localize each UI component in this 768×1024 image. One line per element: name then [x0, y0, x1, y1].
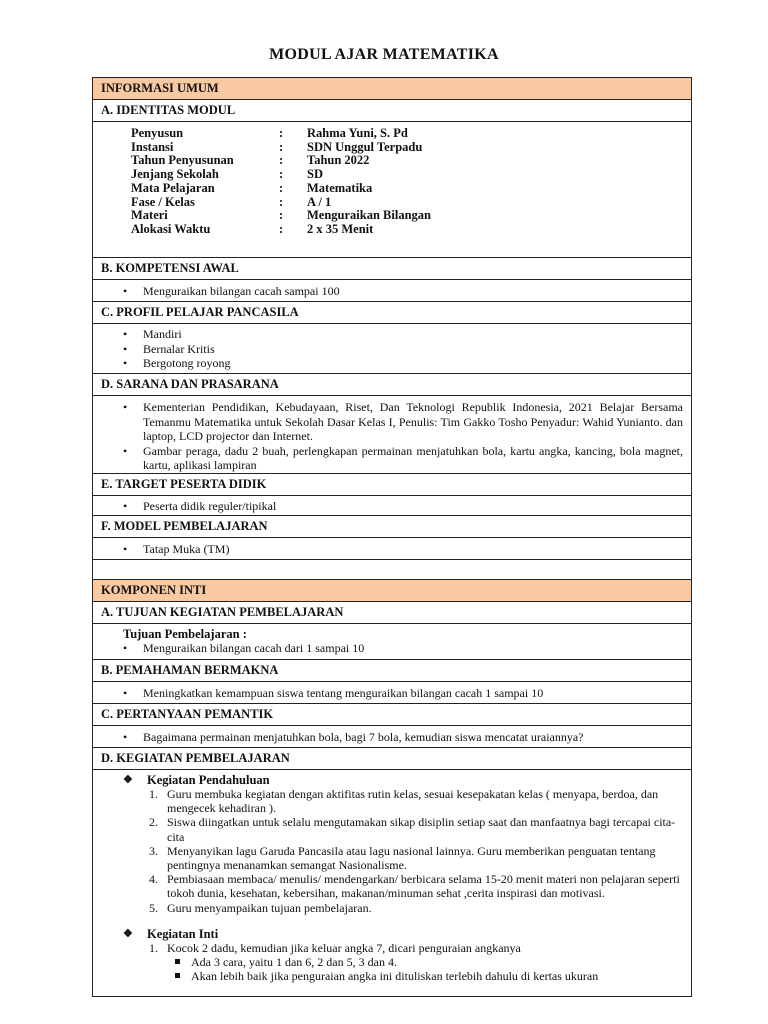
list-item: • Bergotong royong — [143, 356, 683, 371]
item-number: 1. — [149, 940, 158, 955]
kompetensi-header — [92, 257, 692, 279]
item-text: Menyanyikan lagu Garuda Pancasila atau lagu nasional lainnya. Guru memberikan penguatan tentang pentingnya menanamkan semangat Nasionalisme. — [167, 843, 656, 873]
ident-label: Alokasi Waktu — [131, 221, 211, 236]
section-title: A. TUJUAN KEGIATAN PEMBELAJARAN — [101, 605, 344, 619]
section-title: B. KOMPETENSI AWAL — [101, 261, 239, 275]
list-item — [149, 787, 683, 816]
ident-value: A / 1 — [307, 194, 332, 209]
pemahaman-header — [92, 659, 692, 681]
ident-sep: : — [279, 208, 284, 223]
diamond-bullet-icon: ❖ — [123, 774, 133, 786]
document-title: MODUL AJAR MATEMATIKA — [269, 46, 499, 63]
module-table — [92, 77, 692, 997]
section-title: B. PEMAHAMAN BERMAKNA — [101, 663, 279, 677]
inti-title — [101, 927, 683, 941]
item-number: 4. — [149, 872, 158, 887]
spacer-row — [92, 559, 692, 579]
target-content — [92, 495, 692, 515]
ident-sep: : — [279, 194, 284, 209]
sarana-header — [92, 373, 692, 395]
section-title: C. PROFIL PELAJAR PANCASILA — [101, 305, 299, 319]
kegiatan-header — [92, 747, 692, 769]
ident-value: Matematika — [307, 180, 373, 195]
list-item: • Mandiri — [143, 327, 683, 342]
list-item: • Peserta didik reguler/tipikal — [143, 499, 683, 514]
section-title: A. IDENTITAS MODUL — [101, 103, 236, 117]
list-item — [149, 872, 683, 901]
list-item: • Menguraikan bilangan cacah dari 1 sampai 10 — [143, 641, 683, 656]
model-header — [92, 515, 692, 537]
subsection-title: Kegiatan Inti — [147, 926, 219, 941]
ident-label: Instansi — [131, 139, 174, 154]
ident-sep: : — [279, 139, 284, 154]
identitas-content — [92, 121, 692, 257]
target-header — [92, 473, 692, 495]
section-informasi-umum — [92, 77, 692, 99]
pendahuluan-title — [101, 773, 683, 787]
ident-sep: : — [279, 180, 284, 195]
ident-value: Menguraikan Bilangan — [307, 208, 431, 223]
ident-value: Tahun 2022 — [307, 153, 370, 168]
identitas-grid — [101, 127, 683, 237]
item-text: Guru membuka kegiatan dengan aktifitas rutin kelas, sesuai kesepakatan kelas ( menyapa, berdoa, dan mengecek kehadiran ). — [167, 787, 659, 816]
sub-list-item: Akan lebih baik jika penguraian angka ini dituliskan terlebih dahulu di kertas ukuran — [191, 969, 683, 983]
list-item: • Meningkatkan kemampuan siswa tentang menguraikan bilangan cacah 1 sampai 10 — [143, 686, 683, 701]
sub-list-item: Ada 3 cara, yaitu 1 dan 6, 2 dan 5, 3 dan 4. — [191, 955, 683, 969]
item-number: 3. — [149, 843, 158, 858]
ident-sep: : — [279, 221, 284, 236]
ident-sep: : — [279, 153, 284, 168]
pemahaman-content — [92, 681, 692, 703]
ident-sep: : — [279, 126, 284, 140]
diamond-bullet-icon: ❖ — [123, 927, 133, 940]
section-title: D. KEGIATAN PEMBELAJARAN — [101, 751, 290, 765]
list-item: • Gambar peraga, dadu 2 buah, perlengkapan permainan menjatuhkan bola, kartu angka, kancing, bola magnet, kartu, aplikasi lampiran — [143, 444, 683, 473]
tujuan-subtitle: Tujuan Pembelajaran : — [123, 627, 247, 641]
ident-value: 2 x 35 Menit — [307, 221, 374, 236]
ident-label: Mata Pelajaran — [131, 180, 215, 195]
tujuan-content — [92, 623, 692, 659]
section-komponen-inti — [92, 579, 692, 601]
item-text: Pembiasaan membaca/ menulis/ mendengarkan/ berbicara selama 15-20 menit materi non pelajaran seperti tokoh dunia, kesehatan, kebersihan, makanan/minuman sehat ,cerita inspirasi dan motivasi. — [167, 872, 680, 901]
list-item: • Tatap Muka (TM) — [143, 542, 683, 557]
list-item — [149, 900, 683, 915]
item-number: 2. — [149, 815, 158, 830]
ident-label: Jenjang Sekolah — [131, 167, 219, 182]
profil-content — [92, 323, 692, 373]
kegiatan-content — [92, 769, 692, 997]
list-item: • Bagaimana permainan menjatuhkan bola, bagi 7 bola, kemudian siswa mencatat uraiannya? — [143, 730, 683, 745]
list-item — [149, 843, 683, 873]
ident-label: Penyusun — [131, 126, 184, 140]
section-title: D. SARANA DAN PRASARANA — [101, 377, 279, 391]
list-item: • Kementerian Pendidikan, Kebudayaan, Riset, Dan Teknologi Republik Indonesia, 2021 Belajar Bersama Temanmu Matematika untuk Sekolah Dasar Kelas I, Penulis: Tim Gakko Tosho Penyadur: Wahid Yunianto. dan laptop, LCD projector dan Internet. — [143, 400, 683, 444]
ident-sep: : — [279, 167, 284, 182]
list-item: • Menguraikan bilangan cacah sampai 100 — [143, 284, 683, 299]
section-title: E. TARGET PESERTA DIDIK — [101, 477, 267, 491]
item-text: Kocok 2 dadu, kemudian jika keluar angka 7, dicari penguraian angkanya — [167, 940, 521, 955]
section-title: INFORMASI UMUM — [101, 81, 219, 95]
profil-header — [92, 301, 692, 323]
item-number: 1. — [149, 787, 158, 801]
section-title: C. PERTANYAAN PEMANTIK — [101, 707, 274, 721]
ident-value: SDN Unggul Terpadu — [307, 139, 423, 154]
section-title: F. MODEL PEMBELAJARAN — [101, 519, 268, 533]
identitas-header — [92, 99, 692, 121]
ident-value: SD — [307, 167, 323, 182]
ident-value: Rahma Yuni, S. Pd — [307, 126, 408, 140]
item-number: 5. — [149, 900, 158, 915]
item-text: Guru menyampaikan tujuan pembelajaran. — [167, 900, 372, 915]
item-text: Siswa diingatkan untuk selalu mengutamakan sikap disiplin setiap saat dan manfaatnya bagi tercapai cita-cita — [167, 815, 676, 844]
sarana-content — [92, 395, 692, 473]
list-item — [149, 940, 683, 955]
pertanyaan-content — [92, 725, 692, 747]
subsection-title: Kegiatan Pendahuluan — [147, 773, 270, 787]
list-item: • Bernalar Kritis — [143, 342, 683, 357]
model-content — [92, 537, 692, 559]
kompetensi-content — [92, 279, 692, 301]
pertanyaan-header — [92, 703, 692, 725]
list-item — [149, 815, 683, 844]
tujuan-header — [92, 601, 692, 623]
section-title: KOMPONEN INTI — [101, 583, 207, 597]
ident-label: Materi — [131, 208, 168, 223]
ident-label: Fase / Kelas — [131, 194, 195, 209]
ident-label: Tahun Penyusunan — [131, 153, 234, 168]
